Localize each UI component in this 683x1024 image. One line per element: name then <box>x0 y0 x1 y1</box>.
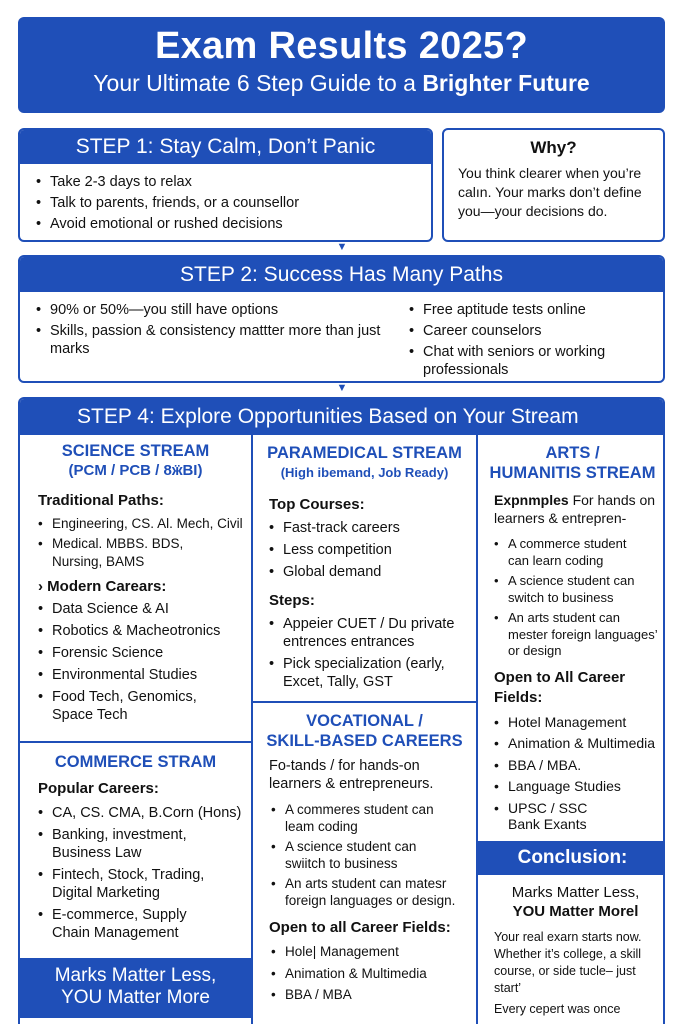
step4-card <box>18 397 665 1024</box>
arts-examples-bold: Expnmples <box>494 492 569 508</box>
marks-banner-line2: YOU Matter More <box>61 987 210 1008</box>
list-item: • Language Studies <box>494 778 661 795</box>
commerce-title: COMMERCE STRAM <box>54 753 217 771</box>
list-item: • Pick specialization (early, Excet, Tally, GST <box>269 655 470 691</box>
why-card <box>442 128 665 242</box>
arts-subtitle: HUMANITIS STREAM <box>489 464 656 482</box>
vocational-open-heading: Open to all Career Fields: <box>269 919 451 936</box>
paramedical-top-list <box>253 515 476 581</box>
why-text: You think clearer when you’re calın. Your marks don’t define you—your decisions do. <box>458 165 642 219</box>
list-item: • A commeres student can leam coding <box>271 802 441 835</box>
list-item: • Animation & Multimedia <box>271 966 476 983</box>
paramedical-subtitle: (High ibemand, Job Ready) <box>280 465 449 480</box>
arts-open-list <box>478 708 665 833</box>
paramedical-steps-list <box>253 611 476 691</box>
paramedical-steps-heading: Steps: <box>269 592 315 609</box>
list-item: • Engineering, CS. Al. Mech, Civil <box>38 515 251 533</box>
science-subtitle: (PCM / PCB / 8ӝBI) <box>68 462 203 479</box>
step2-title: STEP 2: Success Has Many Paths <box>20 257 663 292</box>
step2-card <box>18 255 665 383</box>
marks-banner-line1: Marks Matter Less, <box>54 965 217 986</box>
list-item: • A science student can switch to business <box>494 573 644 606</box>
step1-card <box>18 128 433 242</box>
page-title: Exam Results 2025? <box>155 25 528 67</box>
list-item: • Global demand <box>269 563 476 581</box>
conclusion-line2: YOU Matter Morel <box>512 903 639 920</box>
list-item: • An arts student can mester foreign languages’ or design <box>494 610 661 660</box>
list-item: • Environmental Studies <box>38 666 251 684</box>
list-item: • CA, CS. CMA, B.Corn (Hons) <box>38 804 251 822</box>
list-item: • Food Tech, Genomics, Space Tech <box>38 688 228 724</box>
list-item: • Forensic Science <box>38 644 251 662</box>
vocational-open-list <box>253 938 476 1004</box>
science-modern-list <box>20 597 251 724</box>
list-item: • Banking, investment, Business Law <box>38 826 208 862</box>
list-item: • UPSC / SSC Bank Exants <box>494 800 614 833</box>
conclusion-paragraph: Your real exarn starts now. Whether it’s college, a skill course, or side tucle– just start’ <box>494 930 642 995</box>
list-item: • 90% or 50%—you still have options <box>36 301 396 319</box>
paramedical-top-heading: Top Courses: <box>269 496 365 513</box>
step1-title: STEP 1: Stay Calm, Don’t Panic <box>20 130 431 164</box>
paramedical-section <box>253 435 476 701</box>
commerce-section <box>20 743 251 958</box>
science-modern-heading: › Modern Carears: <box>38 578 167 595</box>
why-title: Why? <box>530 138 577 157</box>
arts-open-heading: Open to All Career Fields: <box>494 668 626 706</box>
conclusion-line1: Marks Matter Less, <box>511 884 640 901</box>
arts-list <box>478 527 665 660</box>
step4-title: STEP 4: Explore Opportunities Based on Your Stream <box>20 399 663 435</box>
arts-examples-rest: For hands on learners & entrepren- <box>494 492 656 526</box>
subtitle-emphasis: Brighter Future <box>422 70 590 96</box>
list-item: • Medical. MBBS. BDS, Nursing, BAMS <box>38 535 208 571</box>
arts-section <box>478 435 665 841</box>
vocational-list <box>253 793 476 909</box>
list-item: • Appeier CUET / Du private entrences entrances <box>269 615 470 651</box>
conclusion-title: Conclusion: <box>478 841 665 875</box>
arts-title: ARTS / <box>545 444 600 462</box>
science-title: SCIENCE STREAM <box>61 442 210 460</box>
list-item: • Talk to parents, friends, or a counsellor <box>36 194 431 212</box>
paramedical-title: PARAMEDICAL STREAM <box>267 444 462 462</box>
list-item: • Animation & Multimedia <box>494 735 661 752</box>
commerce-list <box>20 799 251 942</box>
list-item: • Less competition <box>269 541 476 559</box>
down-arrow-icon: ▼ <box>336 382 348 394</box>
step1-list <box>20 164 431 233</box>
vocational-title: VOCATIONAL / <box>306 712 423 730</box>
list-item: • An arts student can matesr foreign languages or design. <box>271 876 461 909</box>
down-arrow-icon: ▼ <box>336 241 348 253</box>
list-item: • Hole| Management <box>271 944 476 961</box>
list-item: • E-commerce, Supply Chain Management <box>38 906 208 942</box>
vocational-section <box>253 703 476 1024</box>
list-item: • Avoid emotional or rushed decisions <box>36 215 431 233</box>
list-item: • Chat with seniors or working professionals <box>409 343 649 379</box>
subtitle-prefix: Your Ultimate 6 Step Guide to a <box>93 70 423 96</box>
arts-examples <box>478 483 665 527</box>
list-item: • Take 2-3 days to relax <box>36 173 431 191</box>
marks-banner <box>20 958 251 1018</box>
list-item: • A commerce student can learn coding <box>494 536 644 569</box>
commerce-popular-heading: Popular Careers: <box>38 780 159 797</box>
science-traditional-list <box>20 511 251 571</box>
list-item: • BBA / MBA. <box>494 757 661 774</box>
list-item: • Skills, passion & consistency mattter more than just marks <box>36 322 396 358</box>
list-item: • BBA / MBA <box>271 987 476 1004</box>
step2-right-list <box>409 301 649 379</box>
conclusion-section <box>478 875 665 1024</box>
list-item: • Hotel Management <box>494 714 661 731</box>
list-item: • Fintech, Stock, Trading, Digital Marketing <box>38 866 238 902</box>
list-item: • Career counselors <box>409 322 649 340</box>
list-item: • Robotics & Macheotronics <box>38 622 251 640</box>
page-subtitle <box>18 70 665 97</box>
science-traditional-heading: Traditional Paths: <box>38 492 164 509</box>
list-item: • Free aptitude tests online <box>409 301 649 319</box>
vocational-intro: Fo-tands / for hands-on learners & entrepreneurs. <box>269 758 434 792</box>
list-item: • A science student can swiitch to business <box>271 839 441 872</box>
step2-left-list <box>36 301 396 358</box>
vocational-subtitle: SKILL-BASED CAREERS <box>266 732 463 750</box>
science-section <box>20 435 251 741</box>
list-item: • Fast-track careers <box>269 519 476 537</box>
conclusion-last-line: Every cepert was once <box>494 1002 621 1016</box>
list-item: • Data Science & AI <box>38 600 251 618</box>
header-banner <box>18 17 665 113</box>
